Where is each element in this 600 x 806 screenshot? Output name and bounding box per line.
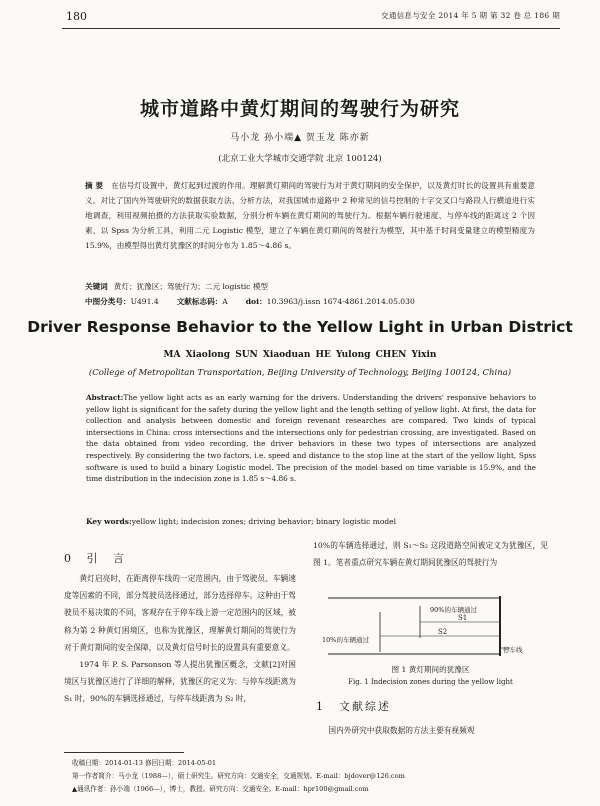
- label-90-percent: 90%的车辆通过: [430, 606, 477, 614]
- keywords-en-text: yellow light; indecision zones; driving behavior; binary logistic model: [131, 517, 396, 526]
- section-0-title: 引 言: [86, 552, 130, 565]
- header-rule: [62, 28, 560, 29]
- label-10-percent: 10%的车辆通过: [322, 636, 369, 644]
- abstract-cn: [85, 178, 535, 253]
- section-1-number: 1: [316, 700, 325, 713]
- abstract-en-label: Abstract:: [86, 393, 124, 402]
- affiliation-en: (College of Metropolitan Transportation, Beijing University of Technology, Beijing 100124, China): [88, 368, 512, 378]
- abstract-cn-text: 在信号灯设置中，黄灯起到过渡的作用。理解黄灯期间的驾驶行为对于黄灯期间的安全保护，以及黄灯时长的设置具有重要意义。对比了国内外驾驶研究的数据获取方法、分析方法，对我国城市道路中 2 种常见的信号控制的十字交叉口与路段人行横道进行实地调查，利用视频拍摄的方法获取实验数据，分别分析车辆在黄灯期间的驾驶行为。根据车辆行驶速度、与停车线的距离这 2 个因素，以 Spss 为分析工具，利用二元 Logistic 模型，建立了车辆在黄灯期间的驾驶行为模型，其中基于时间变量建立的模型精度为 15.9%，由模型得出黄灯犹豫区的时间分布为 1.85～4.86 s。: [85, 181, 535, 250]
- abstract-en: [86, 392, 536, 485]
- label-s2: S2: [438, 628, 448, 636]
- authors-en: MA Xiaolong SUN Xiaoduan HE Yulong CHEN Yixin: [163, 350, 437, 360]
- keywords-cn-text: 黄灯；犹豫区；驾驶行为；二元 logistic 模型: [113, 282, 269, 291]
- abstract-en-text: The yellow light acts as an early warning for the drivers. Understanding the drivers' responsive behaviors to yellow light is significant for the safety during the yellow light and the length setting of yellow light. At first, the data for collection and analysis between domestic and foreign revenant researches are compared. Two kinds of typical intersections in China: cross intersections and the intersections only for pedestrian crossing, are investigated. Based on the data obtained from video recording, the driver behaviors in these two types of intersections are analyzed respectively. By considering the two factors, i.e. speed and distance to the stop line at the start of the yellow light, Spss software is used to build a binary Logistic model. The precision of the model based on time variable is 15.9%, and the time distribution in the indecision zone is 1.85 s～4.86 s.: [86, 393, 536, 484]
- footnote-first-author: 第一作者简介：马小龙（1988—），硕士研究生。研究方向：交通安全，交通规划。E-mail：bjdover@126.com: [72, 772, 405, 780]
- keywords-cn: [85, 281, 535, 292]
- clc-label: 中图分类号：: [85, 297, 131, 306]
- section-0-number: 0: [64, 552, 77, 565]
- intro-paragraph-2: 1974 年 P. S. Parsonson 等人提出犹豫区概念，文献[2]对困境区与犹豫区进行了详细的解释，犹豫区的定义为：与停车线距离为 S₁ 时，90%的车辆选择通过，与停车线距离为 S₂ 时，: [64, 660, 296, 704]
- figure-1-caption-cn: 图 1 黄灯期间的犹豫区: [391, 665, 470, 674]
- intro-paragraph-1: 黄灯启亮时，在距离停车线的一定范围内，由于驾驶员、车辆速度等因素的不同，部分驾驶员选择通过，部分选择停车。这种由于驾驶员不易决策的不同，客观存在于停车线上游一定范围内的区域，被称为第 2 种黄灯困境区，也称为犹豫区，理解黄灯期间的驾驶行为对于黄灯期间的安全保障，以及黄灯信号时长的设置具有重要意义。: [64, 574, 296, 652]
- label-s1: S1: [458, 614, 468, 622]
- doi-value: 10.3963/j.issn 1674-4861.2014.05.030: [266, 297, 415, 306]
- journal-info: 交通信息与安全 2014 年 5 期 第 32 卷 总 186 期: [381, 11, 560, 20]
- intro-left-column: [64, 570, 296, 708]
- footnote-received: 收稿日期：2014-01-13 修回日期：2014-05-01: [72, 759, 217, 767]
- authors-cn: 马小龙 孙小端▲ 贺玉龙 陈亦新: [230, 133, 370, 143]
- keywords-cn-label: 关键词: [85, 282, 108, 291]
- section-1-text: 国内外研究中获取数据的方法主要有视频观: [328, 726, 475, 735]
- footnote-rule: [64, 752, 184, 753]
- clc-value: U491.4: [130, 297, 159, 306]
- page-number: 180: [66, 10, 87, 23]
- label-stop-line: 停车线: [503, 646, 523, 654]
- section-0-heading: [64, 550, 130, 566]
- keywords-en-label: Key words:: [86, 517, 132, 526]
- doc-value: A: [222, 297, 228, 306]
- section-1-title: 文献综述: [339, 700, 391, 713]
- section-1-heading: [316, 698, 391, 714]
- doi-label: doi：: [245, 297, 267, 306]
- affiliation-cn: (北京工业大学城市交通学院 北京 100124): [218, 154, 382, 164]
- keywords-en: [86, 517, 536, 526]
- intro-right-column: [313, 538, 548, 571]
- figure-1-diagram: [320, 592, 530, 660]
- classification-cn: [85, 296, 545, 307]
- footnote-corresponding: ▲通讯作者：孙小端（1966—），博士，教授。研究方向：交通安全。E-mail：hpr100@gmail.com: [72, 785, 369, 793]
- intro-paragraph-3: 10%的车辆选择通过，则 S₁～S₂ 这段道路空间被定义为犹豫区，见图 1。笔者重点研究车辆在黄灯期间犹豫区的驾驶行为: [313, 541, 548, 567]
- title-en: Driver Response Behavior to the Yellow Light in Urban District: [27, 318, 573, 336]
- doc-label: 文献标志码：: [176, 297, 223, 306]
- title-cn: 城市道路中黄灯期间的驾驶行为研究: [139, 98, 460, 120]
- figure-1-caption-en: Fig. 1 Indecision zones during the yellow light: [348, 678, 513, 686]
- abstract-cn-label: 摘 要: [85, 181, 104, 190]
